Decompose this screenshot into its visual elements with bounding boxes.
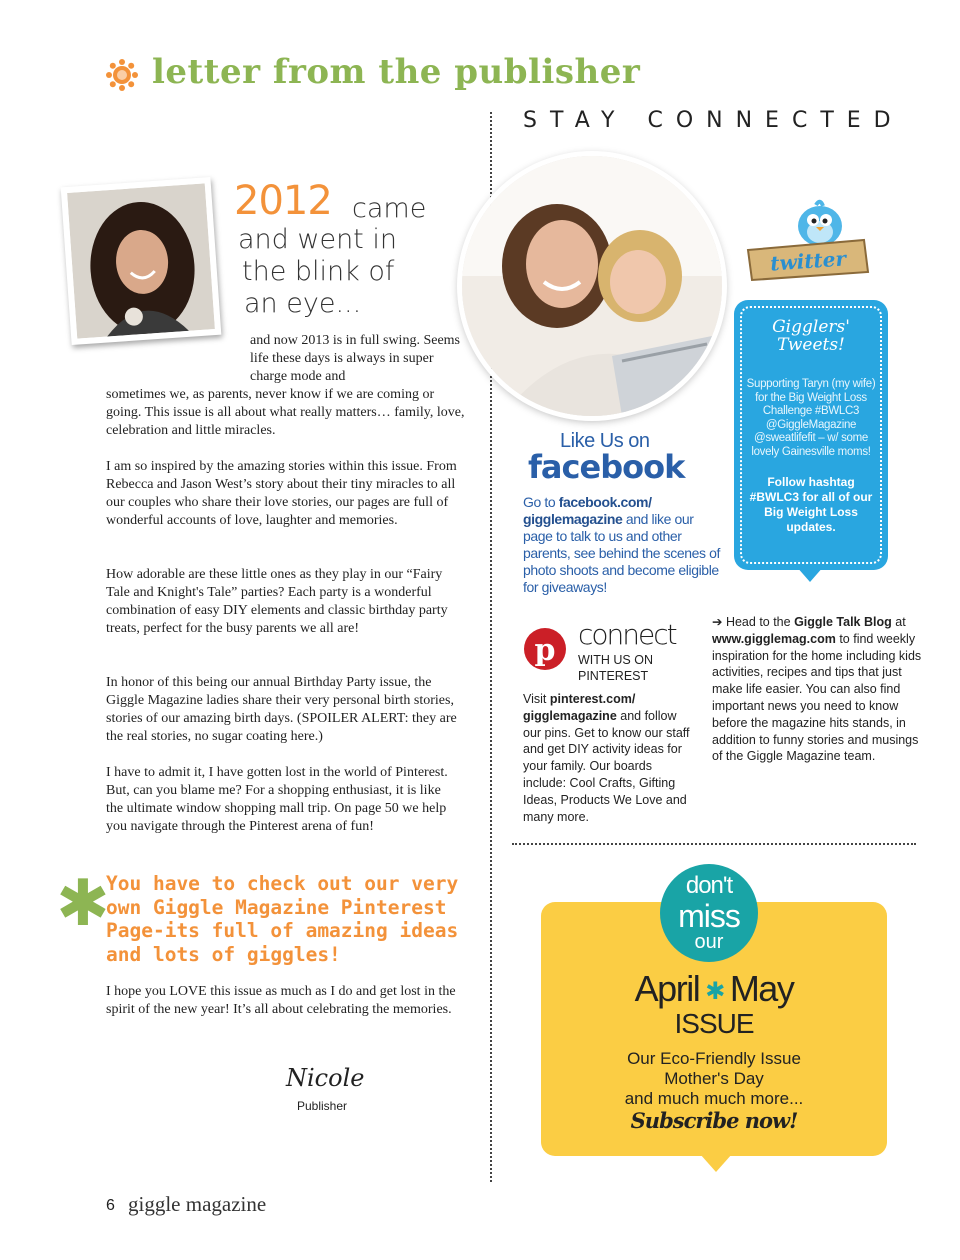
facebook-text-suffix: and like our page to talk to us and other parents, see behind the scenes of photo shoots and become eligible for giveaways! (523, 511, 720, 595)
headline-line-3: the blink of (242, 256, 395, 287)
sun-flower-icon (106, 59, 138, 91)
signature: Nicole (286, 1064, 365, 1092)
facebook-text-prefix: Go to (523, 494, 559, 510)
magazine-name: giggle magazine (128, 1192, 267, 1216)
arrow-icon: ➔ (712, 615, 723, 629)
pinterest-callout: You have to check out our very own Giggle Magazine Pinterest Page-its full of amazing ideas and lots of giggles! (106, 872, 459, 966)
page-number: 6 (106, 1197, 115, 1214)
stay-connected-heading: STAY CONNECTED (523, 108, 904, 133)
promo-issue-months (541, 968, 887, 1010)
promo-month-2: May (729, 968, 794, 1009)
intro-paragraph-part1: and now 2013 is in full swing. Seems life these days is always in super charge mode and (250, 333, 460, 384)
pinterest-text-prefix: Visit (523, 692, 550, 706)
pinterest-with-us-on: WITH US ON (578, 653, 653, 667)
pinterest-text-suffix: and follow our pins. Get to know our staff and get DIY activity ideas for your family. Our boards include: Cool Crafts, Gifting Ideas, Products We Love and many more. (523, 708, 690, 824)
gigglers-tweets-title (734, 318, 888, 354)
headline-line-4: an eye... (244, 288, 362, 319)
headline-line-2: and went in (238, 224, 397, 255)
tweet-box-tail (796, 566, 824, 582)
star-icon: ✱ (705, 977, 724, 1005)
mother-daughter-photo (462, 156, 722, 416)
twitter-badge-text: twitter (769, 246, 847, 276)
hashtag-note: Follow hashtag #BWLC3 for all of our Big Weight Loss updates. (749, 475, 873, 534)
publisher-portrait (61, 177, 222, 345)
promo-line-3: and much much more... (624, 1089, 804, 1108)
blog-url[interactable]: www.gigglemag.com (712, 631, 836, 646)
svg-text:p: p (534, 633, 556, 668)
intro-paragraph-part2: sometimes we, as parents, never know if we are coming or going. This issue is all about what really matters… family, love, celebration and little miracles. (106, 387, 465, 438)
headline-line-1: came (352, 193, 427, 224)
pinterest-icon[interactable] (523, 627, 567, 671)
facebook-like-us: Like Us on (560, 430, 650, 452)
pinterest-text (523, 691, 693, 825)
gigglers-title-line1: Gigglers' (772, 317, 850, 337)
promo-box-tail (700, 1154, 732, 1172)
signature-role: Publisher (297, 1099, 348, 1113)
letter-paragraph-2: I am so inspired by the amazing stories within this issue. From Rebecca and Jason West’s story about their tiny miracles to all our couples who share their love stories, our pages are full of wonderful accounts of love, laughter and memories. (106, 459, 457, 528)
promo-our: our (694, 931, 724, 953)
gigglers-title-line2: Tweets! (777, 335, 845, 355)
pinterest-connect: connect (578, 618, 676, 651)
promo-miss: miss (678, 898, 740, 934)
promo-dont: don't (685, 872, 733, 899)
headline-year: 2012 (234, 178, 332, 224)
closing-paragraph: I hope you LOVE this issue as much as I do and get lost in the spirit of the new year! It’s all about celebrating the memories. (106, 984, 456, 1017)
pinterest-label: PINTEREST (578, 669, 649, 683)
blog-at: at (891, 615, 906, 629)
blog-prefix: Head to the (722, 615, 795, 629)
subscribe-link[interactable]: Subscribe now! (630, 1108, 798, 1133)
letter-paragraph-5: I have to admit it, I have gotten lost in the world of Pinterest. But, can you blame me? For a shopping enthusiast, it is like the ultimate window shopping mall trip. On page 50 we help you navigate through the Pinterest arena of fun! (106, 765, 448, 834)
promo-line-2: Mother's Day (664, 1069, 764, 1088)
blog-suffix: to find weekly inspiration for the home including kids activities, recipes and tips that just make life easier. You can also find important news you need to know before the magazine hits stands, in addition to funny stories and musings of the Giggle Magazine team. (712, 631, 922, 764)
letter-paragraph-3: How adorable are these little ones as they play in our “Fairy Tale and Knight's Tale” parties? Each party is a wonderful combination of easy DIY elements and classic birthday party treats, perfect for the busy parents we all are! (106, 567, 448, 636)
facebook-logo[interactable]: facebook (528, 448, 685, 486)
asterisk-icon: ✱ (56, 867, 110, 941)
facebook-text (523, 494, 723, 596)
tweet-text: Supporting Taryn (my wife) for the Big Weight Loss Challenge #BWLC3 @GiggleMagazine @sweatlifefit – w/ some lovely Gainesville moms! (746, 378, 876, 458)
page-title: letter from the publisher (152, 52, 641, 92)
twitter-badge-icon (744, 236, 872, 282)
promo-line-1: Our Eco-Friendly Issue (627, 1049, 801, 1068)
blog-text (712, 614, 926, 765)
facebook-link[interactable]: facebook.com/ gigglemagazine (523, 494, 652, 527)
blog-name[interactable]: Giggle Talk Blog (794, 615, 892, 629)
section-divider (512, 843, 916, 845)
promo-issue-label: ISSUE (674, 1008, 754, 1039)
promo-month-1: April (634, 968, 700, 1009)
letter-paragraph-4: In honor of this being our annual Birthday Party issue, the Giggle Magazine ladies share their very personal birth stories, stories of our amazing birth days. (SPOILER ALERT: they are the real stories, no sugar coating here.) (106, 675, 457, 744)
pinterest-link[interactable]: pinterest.com/ gigglemagazine (523, 692, 636, 723)
